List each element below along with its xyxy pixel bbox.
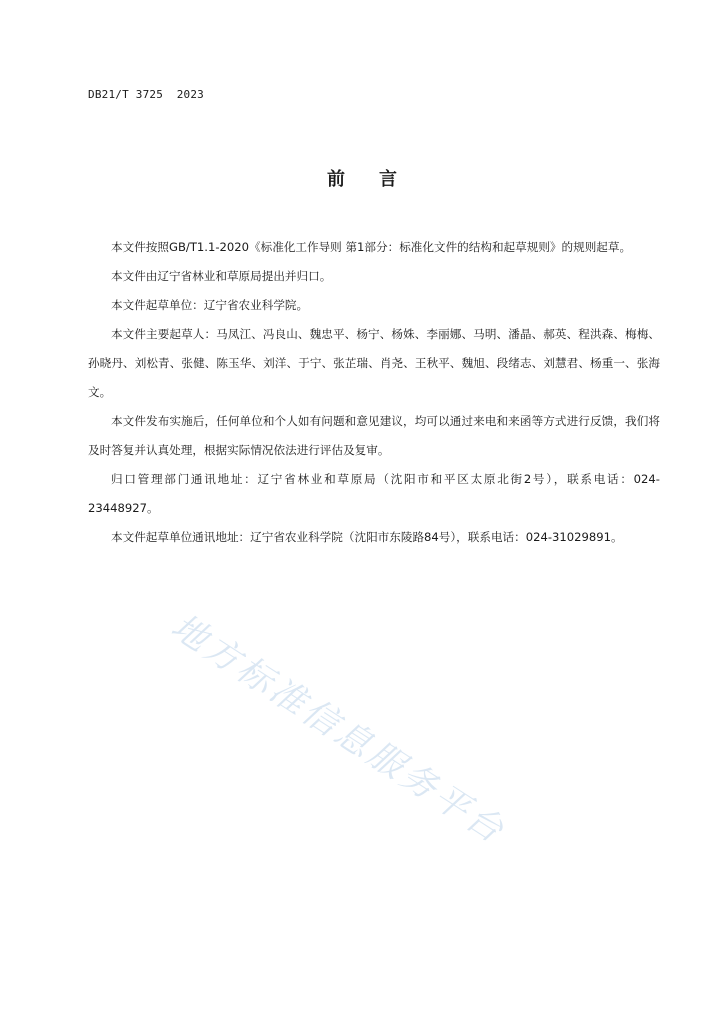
paragraph-feedback: 本文件发布实施后，任何单位和个人如有问题和意见建议，均可以通过来电和来函等方式进行反馈，我们将及时答复并认真处理，根据实际情况依法进行评估及复审。 (88, 414, 660, 457)
paragraph-drafting-unit: 本文件起草单位：辽宁省农业科学院。 (111, 298, 309, 312)
paragraph-drafters: 本文件主要起草人：马凤江、冯良山、魏忠平、杨宁、杨姝、李丽娜、马明、潘晶、郝英、程洪森、梅梅、孙晓丹、刘松青、张健、陈玉华、刘洋、于宁、张芷瑞、肖尧、王秋平、魏旭、段绪志、刘慧君、杨重一、张海文。 (88, 327, 660, 399)
document-body (88, 233, 660, 552)
paragraph-management-address: 归口管理部门通讯地址：辽宁省林业和草原局（沈阳市和平区太原北街2号），联系电话：024-23448927。 (88, 472, 660, 515)
page-title: 前言 (327, 169, 431, 190)
paragraph-proposer: 本文件由辽宁省林业和草原局提出并归口。 (111, 269, 332, 283)
paragraph-drafting-unit-address: 本文件起草单位通讯地址：辽宁省农业科学院（沈阳市东陵路84号），联系电话：024-31029891。 (111, 530, 623, 544)
watermark: 地方标准信息服务平台 (163, 606, 513, 853)
paragraph-drafting-rules: 本文件按照GB/T1.1-2020《标准化工作导则 第1部分：标准化文件的结构和起草规则》的规则起草。 (111, 240, 632, 254)
document-code: DB21/T 3725 2023 (88, 88, 204, 101)
